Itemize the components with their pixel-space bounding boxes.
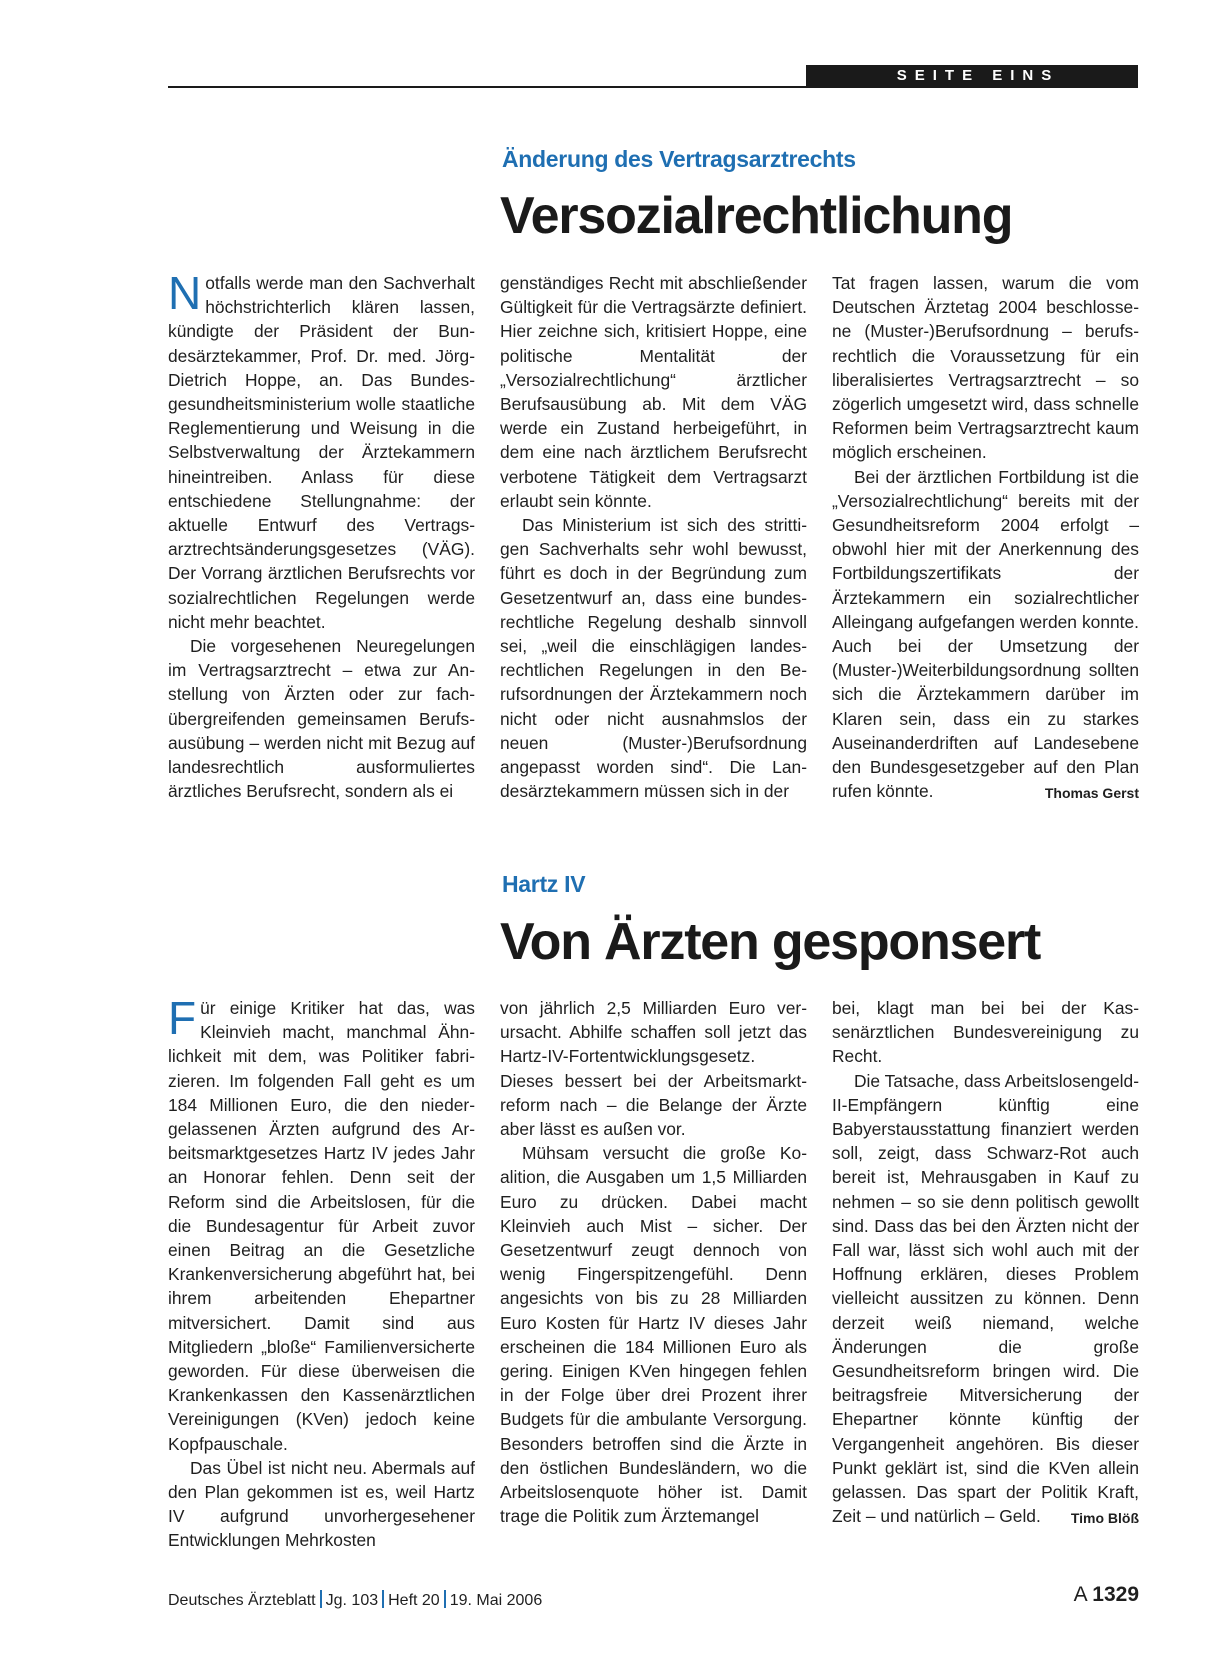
article1-dropcap: N [168, 267, 202, 319]
article2-headline: Von Ärzten gesponsert [500, 913, 1041, 971]
article1-col1-paragraph-2: Die vorgesehenen Neuregelungen im Vertragsarztrecht – etwa zur Anstellung von Ärzten oder zur fachübergreifenden gemeinsamen Berufsausübung – werden nicht mit Bezug auf landesrechtlich ausformuliertes ärztliches Berufsrecht, sondern als ei [168, 636, 475, 802]
footer-separator [320, 1590, 322, 1608]
article1-col1-paragraph-1: otfalls werde man den Sachverhalt höchstrichterlich klären lassen, kündigte der Präsident der Bundesärztekammer, Prof. Dr. med. Jörg-Dietrich Hoppe, an. Das Bundesgesundheitsministerium wolle staatliche Reglementierung und Weisung in die Selbstverwaltung der Ärztekammern hineintreiben. Anlass für diese entschiedene Stellungnahme: der aktuelle Entwurf des Vertragsarztrechtsänderungsgesetzes (VÄG). Der Vorrang ärztlichen Berufsrechts vor sozialrechtlichen Regelungen werde nicht mehr beachtet. [168, 273, 475, 632]
article1-author: Thomas Gerst [1044, 785, 1139, 802]
article2-col2-paragraph-2: Mühsam versucht die große Koalition, die Ausgaben um 1,5 Milliarden Euro zu drücken. Dabei macht Kleinvieh auch Mist – sicher. Der Gesetzentwurf zeugt dennoch von wenig Fingerspitzengefühl. Denn angesichts von bis zu 28 Milliarden Euro Kosten für Hartz IV dieses Jahr erscheinen die 184 Millionen Euro als gering. Einigen KVen hingegen fehlen in der Folge über drei Prozent ihrer Budgets für die ambulante Versorgung. Besonders betroffen sind die Ärzte in den östlichen Bundesländern, wo die Arbeitslosenquote höher ist. Damit trage die Politik zum Ärztemangel [500, 1143, 807, 1527]
article2-author: Timo Blöß [1070, 1510, 1139, 1527]
article1-column-3 [832, 271, 1139, 805]
article2-col2-paragraph-1: von jährlich 2,5 Milliarden Euro verursacht. Abhilfe schaffen soll jetzt das Hartz-IV-Fortentwicklungsgesetz. Dieses bessert bei der Arbeitsmarktreform nach – die Belange der Ärzte aber lässt es außen vor. [500, 998, 807, 1140]
footer-volume: Jg. 103 [325, 1592, 379, 1609]
article1-col3-paragraph-1: Tat fragen lassen, warum die vom Deutschen Ärztetag 2004 beschlossene (Muster-)Berufsordnung – berufsrechtlich die Voraussetzung für ein liberalisiertes Vertragsarztrecht – so zögerlich umgesetzt wird, dass schnelle Reformen beim Vertragsarztrecht kaum möglich erscheinen. [832, 273, 1139, 463]
footer-separator [444, 1590, 446, 1608]
page-prefix: A [1073, 1583, 1087, 1606]
footer-issue: Heft 20 [388, 1592, 440, 1609]
article2-col3-paragraph-1: bei, klagt man bei bei der Kassenärztlichen Bundesvereinigung zu Recht. [832, 998, 1139, 1067]
article1-col3-paragraph-2: Bei der ärztlichen Fortbildung ist die „Versozialrechtlichung“ bereits mit der Gesundheitsreform 2004 erfolgt – obwohl hier mit der Anerkennung des Fortbildungszertifikats der Ärztekammern ein sozialrechtlicher Alleingang aufgefangen werden konnte. Auch bei der Umsetzung der (Muster-)Weiterbildungsordnung sollten sich die Ärztekammern darüber im Klaren sein, dass ein zu starkes Auseinanderdriften auf Landesebene den Bundesgesetzgeber auf den Plan rufen könnte. [832, 466, 1139, 802]
article1-column-1 [168, 267, 475, 803]
article1-headline: Versozialrechtlichung [500, 187, 1013, 245]
article2-col1-paragraph-1: ür einige Kritiker hat das, was Kleinvieh macht, manchmal Ähnlichkeit mit dem, was Politiker fabrizieren. Im folgenden Fall geht es um 184 Millionen Euro, die den niedergelassenen Ärzten aufgrund des Arbeitsmarktgesetzes Hartz IV jedes Jahr an Honorar fehlen. Denn seit der Reform sind die Arbeitslosen, für die die Bundesagentur für Arbeit zuvor einen Beitrag an die Gesetzliche Krankenversicherung abgeführt hat, bei ihrem arbeitenden Ehepartner mitversichert. Damit sind aus Mitgliedern „bloße“ Familienversicherte geworden. Für diese überweisen die Krankenkassen den Kassenärztlichen Vereinigungen (KVen) jedoch keine Kopfpauschale. [168, 998, 475, 1454]
article2-column-2 [500, 996, 807, 1528]
page-number [1074, 1583, 1139, 1607]
article1-col2-paragraph-2: Das Ministerium ist sich des strittigen Sachverhalts sehr wohl bewusst, führt es doch in der Begründung zum Gesetzentwurf an, dass eine bundesrechtliche Regelung deshalb sinnvoll sei, „weil die einschlägigen landesrechtlichen Regelungen in den Berufsordnungen der Ärztekammern noch nicht oder nicht ausnahmslos der neuen (Muster-)Berufsordnung angepasst worden sind“. Die Landesärztekammern müssen sich in der [500, 515, 807, 802]
footer-separator [382, 1590, 384, 1608]
page-number-value: 1329 [1092, 1583, 1139, 1606]
article1-column-2 [500, 271, 807, 803]
footer-date: 19. Mai 2006 [449, 1592, 543, 1609]
article2-column-1 [168, 992, 475, 1553]
article2-dropcap: F [168, 992, 197, 1044]
footer-journal: Deutsches Ärzteblatt [168, 1592, 316, 1609]
article1-col2-paragraph-1: genständiges Recht mit abschließender Gültigkeit für die Vertragsärzte definiert. Hier zeichne sich, kritisiert Hoppe, eine politische Mentalität der „Versozialrechtlichung“ ärztlicher Berufsausübung ab. Mit dem VÄG werde ein Zustand herbeigeführt, in dem eine nach ärztlichem Berufsrecht verbotene Tätigkeit dem Vertragsarzt erlaubt sein könnte. [500, 273, 807, 511]
article1-kicker: Änderung des Vertragsarztrechts [502, 146, 856, 172]
footer-citation [168, 1590, 542, 1610]
article2-col3-paragraph-2: Die Tatsache, dass Arbeitslosengeld-II-Empfängern künftig eine Babyerstausstattung finanziert werden soll, zeigt, dass Schwarz-Rot auch bereit ist, Mehrausgaben in Kauf zu nehmen – so sie denn politisch gewollt sind. Dass das bei den Ärzten nicht der Fall war, lässt sich wohl auch mit der Hoffnung erklären, dieses Problem vielleicht aussitzen zu können. Denn derzeit weiß niemand, welche Änderungen die große Gesundheitsreform bringen wird. Die beitragsfreie Mitversicherung der Ehepartner könnte künftig der Vergangenheit angehören. Bis dieser Punkt geklärt ist, sind die KVen allein gelassen. Das spart der Politik Kraft, Zeit – und natürlich – Geld. [832, 1070, 1139, 1527]
article2-column-3 [832, 996, 1139, 1530]
article2-kicker: Hartz IV [502, 871, 586, 897]
section-label: SEITE EINS [806, 65, 1138, 87]
article2-col1-paragraph-2: Das Übel ist nicht neu. Abermals auf den Plan gekommen ist es, weil Hartz IV aufgrund unvorhergesehener Entwicklungen Mehrkosten [168, 1457, 475, 1551]
